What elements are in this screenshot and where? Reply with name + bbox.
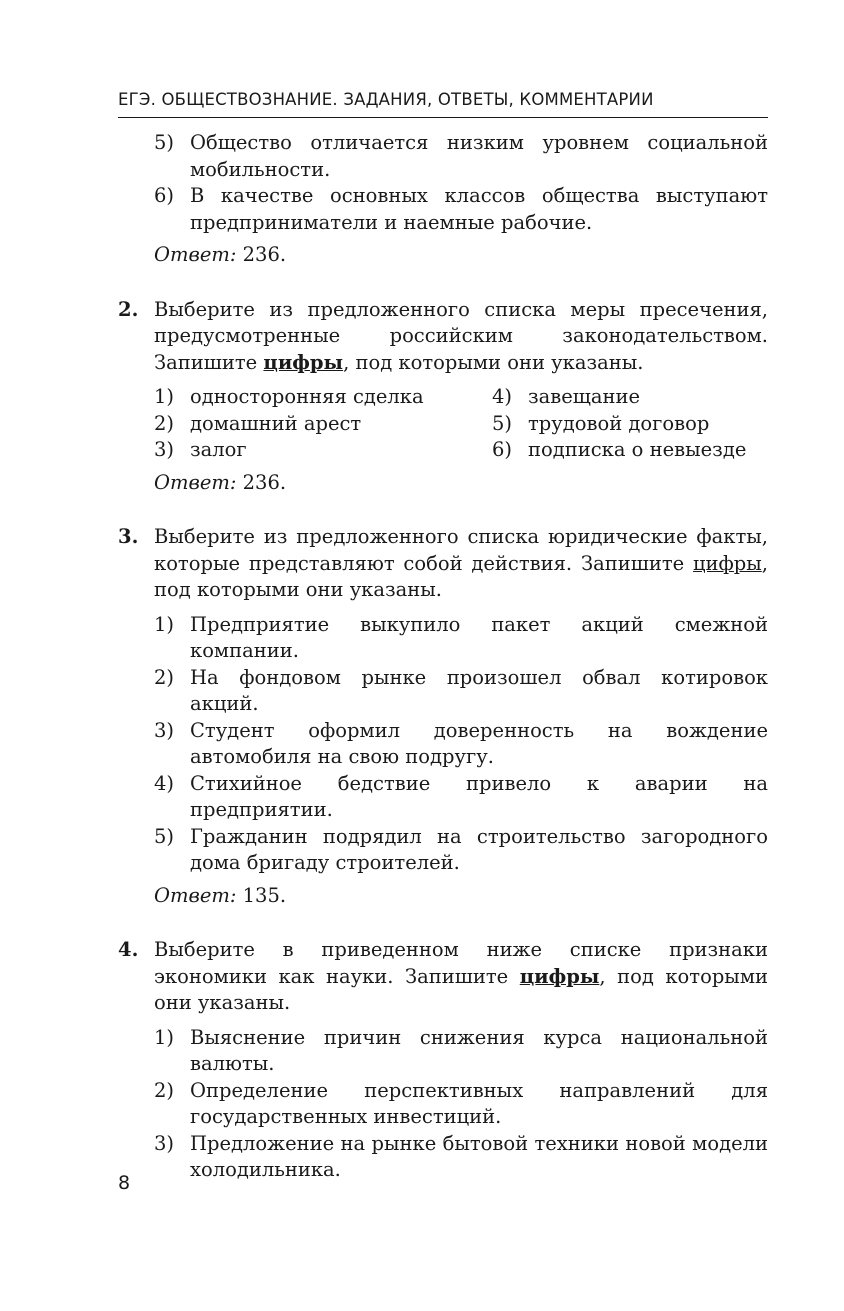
prev-task-options [118, 130, 768, 236]
list-item [154, 437, 492, 464]
page-content [118, 130, 768, 1184]
option-text: подписка о невыезде [528, 438, 747, 461]
header-divider [118, 117, 768, 118]
option-number: 5) [154, 131, 175, 154]
option-number: 1) [154, 1025, 175, 1049]
list-item [154, 612, 768, 665]
question-highlight: цифры [263, 350, 344, 374]
option-number: 2) [154, 411, 175, 435]
option-text: Определение перспективных направлений для государственных инвестиций. [190, 1078, 768, 1128]
list-item [154, 1131, 768, 1184]
task-question [154, 297, 768, 377]
option-number: 5) [492, 411, 513, 435]
answer-label: Ответ: [154, 883, 237, 907]
option-number: 2) [154, 665, 175, 689]
option-text: односторонняя сделка [190, 385, 424, 408]
list-item [492, 411, 772, 438]
option-text: На фондовом рынке произошел обвал котировок акций. [190, 665, 768, 715]
task-2 [118, 297, 768, 377]
option-text: трудовой договор [528, 411, 710, 435]
page-number: 8 [118, 1172, 131, 1194]
option-number: 3) [154, 1131, 175, 1155]
running-header: ЕГЭ. ОБЩЕСТВОЗНАНИЕ. ЗАДАНИЯ, ОТВЕТЫ, КОММЕНТАРИИ [118, 90, 654, 109]
task-4-options [118, 1025, 768, 1184]
option-number: 1) [154, 385, 175, 408]
task-4 [118, 937, 768, 1017]
answer-value: 236. [242, 243, 287, 266]
question-text: Выберите из предложенного списка юридические факты, которые представляют собой действия. Запишите [154, 525, 768, 575]
list-item [154, 718, 768, 771]
task-question [154, 524, 768, 604]
option-text: В качестве основных классов общества выступают предприниматели и наемные рабочие. [190, 184, 768, 234]
task-3-options [118, 612, 768, 877]
task-number: 2. [118, 297, 139, 321]
list-item [154, 1078, 768, 1131]
option-number: 6) [492, 438, 513, 461]
question-highlight: цифры [692, 551, 762, 575]
option-text: Предложение на рынке бытовой техники новой модели холодильника. [190, 1131, 768, 1181]
task-2-options [154, 384, 768, 464]
task-number: 3. [118, 525, 139, 548]
list-item [154, 771, 768, 824]
question-highlight: цифры [519, 964, 600, 988]
list-item [154, 1025, 768, 1078]
option-text: Выяснение причин снижения курса национальной валюты. [190, 1025, 768, 1075]
task-3-answer [154, 883, 768, 910]
option-text: домашний арест [190, 411, 362, 435]
question-text: Выберите из предложенного списка меры пресечения, предусмотренные российским законодательством. Запишите [154, 297, 768, 374]
task-number: 4. [118, 938, 139, 961]
option-text: Общество отличается низким уровнем социальной мобильности. [190, 131, 768, 181]
task-3 [118, 524, 768, 604]
option-number: 1) [154, 612, 175, 636]
option-text: завещание [528, 385, 641, 408]
option-number: 6) [154, 184, 175, 207]
list-item [154, 665, 768, 718]
list-item [154, 824, 768, 877]
answer-label: Ответ: [154, 470, 237, 494]
question-text: Выберите в приведенном ниже списке признаки экономики как науки. Запишите [154, 938, 768, 988]
option-number: 2) [154, 1078, 175, 1102]
list-item [154, 384, 492, 411]
list-item [154, 411, 492, 438]
task-question [154, 937, 768, 1017]
option-text: залог [190, 438, 247, 461]
option-text: Студент оформил доверенность на вождение автомобиля на свою подругу. [190, 718, 768, 768]
answer-label: Ответ: [154, 243, 237, 266]
option-number: 3) [154, 718, 175, 742]
option-number: 5) [154, 824, 175, 848]
list-item [492, 437, 772, 464]
option-text: Предприятие выкупило пакет акций смежной компании. [190, 612, 768, 662]
answer-value: 135. [242, 883, 287, 907]
answer-value: 236. [242, 470, 287, 494]
list-item [492, 384, 772, 411]
question-text-end: , под которыми они указаны. [154, 551, 768, 601]
option-number: 4) [154, 771, 175, 795]
option-number: 3) [154, 438, 175, 461]
list-item [154, 130, 768, 183]
question-text-end: , под которыми они указаны. [154, 964, 768, 1014]
task-2-answer [154, 470, 768, 497]
option-text: Гражданин подрядил на строительство загородного дома бригаду строителей. [190, 824, 768, 874]
question-text-end: , под которыми они указаны. [343, 350, 644, 374]
prev-task-answer [154, 242, 768, 269]
option-number: 4) [492, 385, 513, 408]
option-text: Стихийное бедствие привело к аварии на предприятии. [190, 771, 768, 821]
list-item [154, 183, 768, 236]
